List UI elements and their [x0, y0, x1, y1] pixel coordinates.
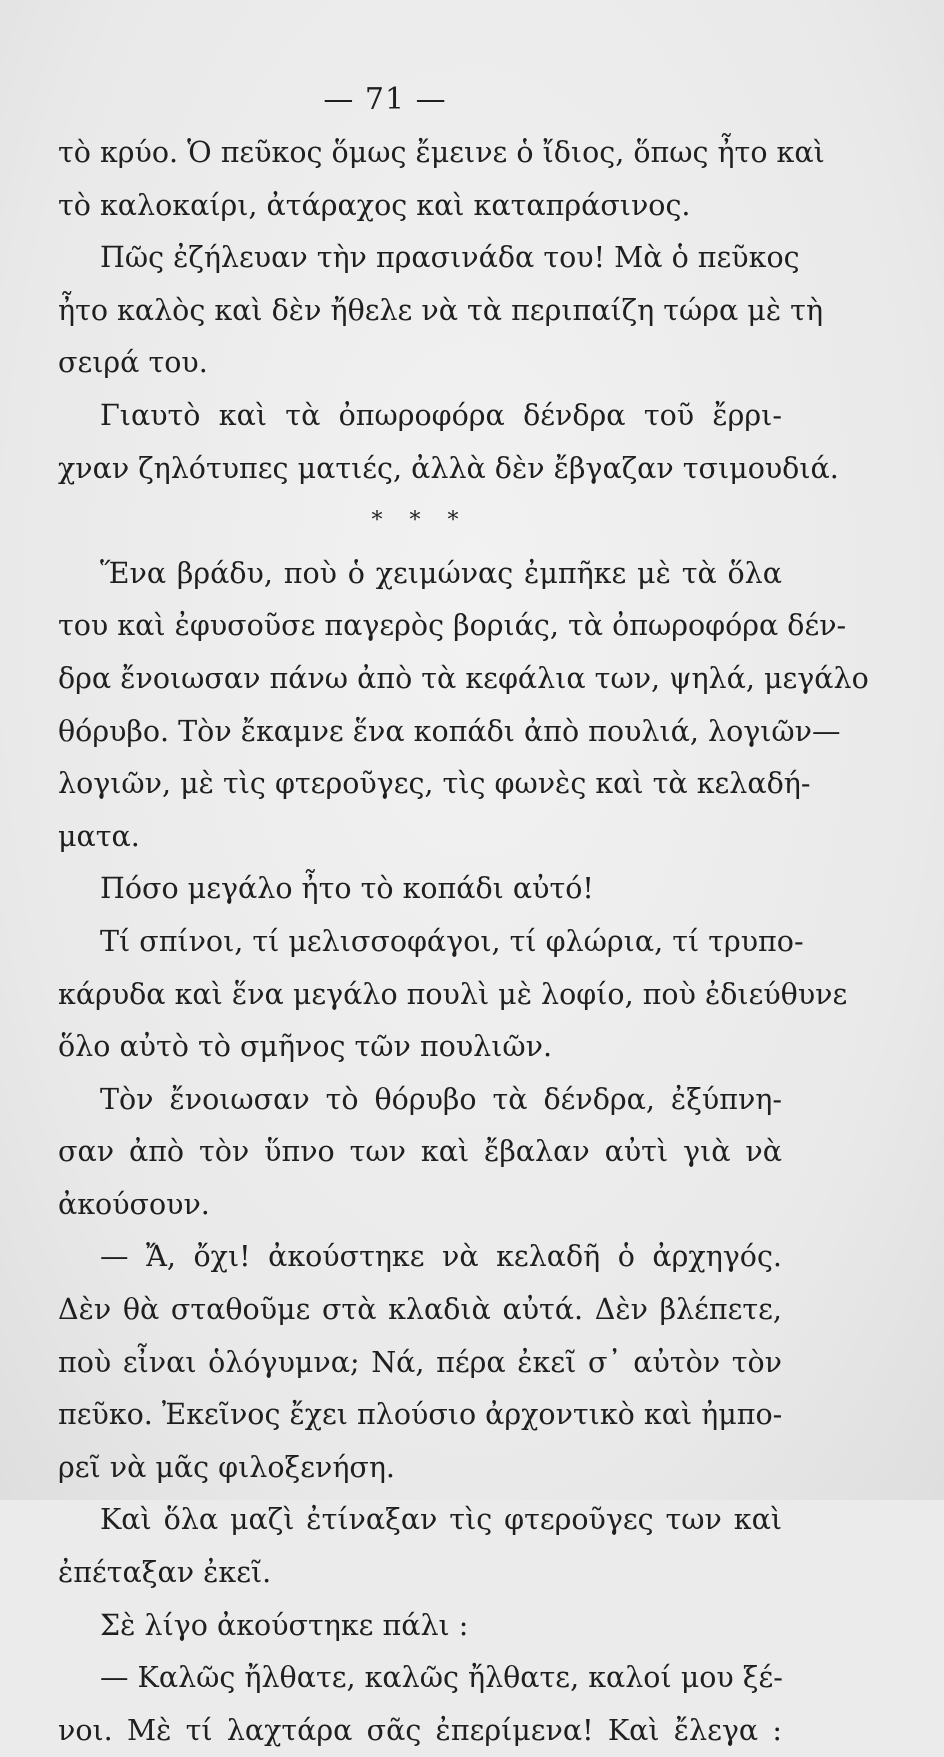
text-line: σαν ἀπὸ τὸν ὕπνο των καὶ ἔβαλαν αὐτὶ γιὰ νὰ [58, 1135, 782, 1169]
text-line: θόρυβο. Τὸν ἔκαμνε ἕνα κοπάδι ἀπὸ πουλιά, λογιῶν— [58, 714, 841, 748]
text-line: ρεῖ νὰ μᾶς φιλοξενήση. [58, 1450, 395, 1484]
page-number: — 71 — [323, 82, 447, 117]
text-line: τὸ κρύο. Ὁ πεῦκος ὅμως ἔμεινε ὁ ἴδιος, ὅπως ἦτο καὶ [58, 136, 825, 169]
text-line: Σὲ λίγο ἀκούστηκε πάλι : [100, 1608, 469, 1642]
text-line: Δὲν θὰ σταθοῦμε στὰ κλαδιὰ αὐτά. Δὲν βλέπετε, [58, 1293, 782, 1327]
section-divider: * * * [371, 508, 469, 534]
text-line: ματα. [58, 819, 140, 853]
text-line: — Καλῶς ἤλθατε, καλῶς ἤλθατε, καλοί μου ξέ- [100, 1661, 783, 1695]
text-line: ἀκούσουν. [58, 1187, 210, 1221]
text-line: Τί σπίνοι, τί μελισσοφάγοι, τί φλώρια, τί τρυπο- [100, 924, 804, 958]
text-line: Καὶ ὅλα μαζὶ ἐτίναξαν τὶς φτεροῦγες των καὶ [100, 1503, 782, 1537]
text-line: νοι. Μὲ τί λαχτάρα σᾶς ἐπερίμενα! Καὶ ἔλεγα : [58, 1713, 782, 1747]
text-line: ὅλο αὐτὸ τὸ σμῆνος τῶν πουλιῶν. [58, 1030, 553, 1064]
text-line: — Ἄ, ὄχι! ἀκούστηκε νὰ κελαδῆ ὁ ἀρχηγός. [100, 1240, 782, 1274]
text-line: πεῦκο. Ἐκεῖνος ἔχει πλούσιο ἀρχοντικὸ καὶ ἠμπο- [58, 1398, 783, 1432]
text-line: λογιῶν, μὲ τὶς φτεροῦγες, τὶς φωνὲς καὶ τὰ κελαδή- [58, 767, 811, 801]
text-line: κάρυδα καὶ ἕνα μεγάλο πουλὶ μὲ λοφίο, ποὺ ἐδιεύθυνε [58, 977, 848, 1011]
text-line: Ἕνα βράδυ, ποὺ ὁ χειμώνας ἐμπῆκε μὲ τὰ ὅλα [100, 556, 782, 590]
text-line: τὸ καλοκαίρι, ἀτάραχος καὶ καταπράσινος. [58, 188, 691, 222]
text-line: Πῶς ἐζήλευαν τὴν πρασινάδα του! Μὰ ὁ πεῦκος [100, 241, 800, 275]
text-line: Τὸν ἔνοιωσαν τὸ θόρυβο τὰ δένδρα, ἐξύπνη- [100, 1082, 782, 1116]
text-line: ποὺ εἶναι ὁλόγυμνα; Νά, πέρα ἐκεῖ σ᾽ αὐτὸν τὸν [58, 1345, 782, 1379]
text-line: χναν ζηλότυπες ματιές, ἀλλὰ δὲν ἔβγαζαν τσιμουδιά. [58, 451, 839, 485]
text-line: σειρά του. [58, 346, 208, 380]
text-line: του καὶ ἐφυσοῦσε παγερὸς βοριάς, τὰ ὀπωροφόρα δέν- [58, 609, 847, 643]
text-line: Πόσο μεγάλο ἦτο τὸ κοπάδι αὐτό! [100, 872, 594, 906]
text-line: δρα ἔνοιωσαν πάνω ἀπὸ τὰ κεφάλια των, ψηλά, μεγάλο [58, 661, 869, 695]
body-text [58, 127, 869, 1757]
text-line: ἦτο καλὸς καὶ δὲν ἤθελε νὰ τὰ περιπαίζη τώρα μὲ τὴ [58, 293, 824, 327]
text-line: Γιαυτὸ καὶ τὰ ὀπωροφόρα δένδρα τοῦ ἔρρι- [100, 398, 782, 432]
text-line: ἐπέταξαν ἐκεῖ. [58, 1556, 272, 1590]
